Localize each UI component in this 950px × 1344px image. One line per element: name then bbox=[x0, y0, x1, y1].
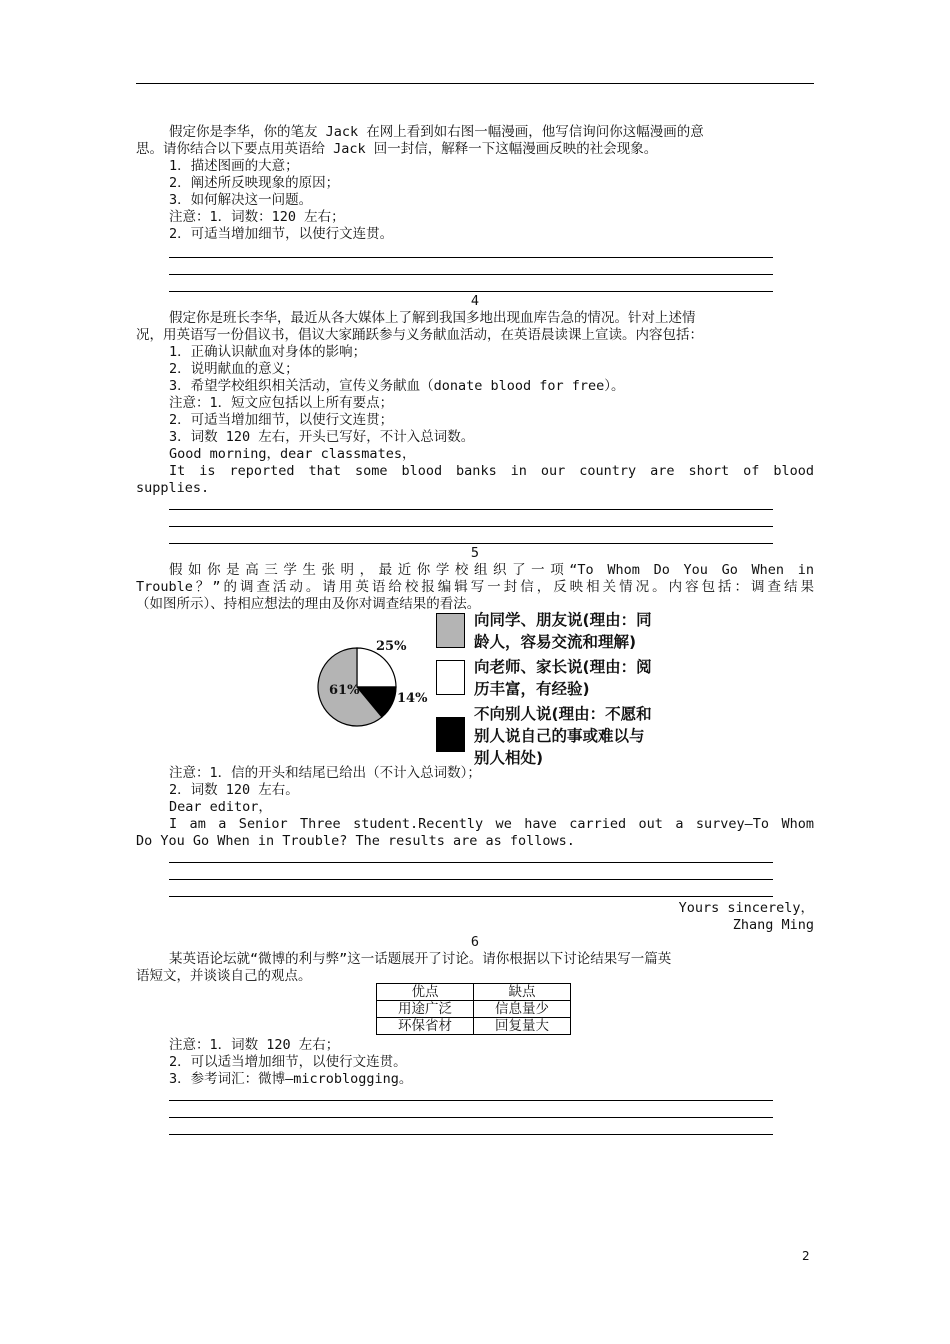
legend-line: 别人说自己的事或难以与 bbox=[474, 727, 645, 745]
legend-entry-nobody bbox=[474, 703, 684, 769]
answer-line bbox=[169, 543, 773, 544]
answer-line bbox=[169, 526, 773, 527]
page-number: 2 bbox=[802, 1249, 810, 1263]
q3-note-2: 2．可适当增加细节，以使行文连贯。 bbox=[169, 226, 394, 242]
answer-line bbox=[169, 291, 773, 292]
q5-closing: Yours sincerely， bbox=[678, 900, 814, 916]
legend-swatch-black bbox=[436, 717, 465, 752]
q6-note-2: 2．可以适当增加细节，以使行文连贯。 bbox=[169, 1054, 407, 1070]
legend-entry-friends bbox=[474, 609, 684, 653]
pie-label-61: 61% bbox=[329, 683, 360, 698]
table-header-row bbox=[377, 984, 571, 1001]
table-row bbox=[377, 1001, 571, 1018]
legend-swatch-gray bbox=[436, 613, 465, 648]
answer-line bbox=[169, 1134, 773, 1135]
answer-line bbox=[169, 274, 773, 275]
pie-label-25: 25% bbox=[376, 639, 407, 654]
q6-note-3: 3．参考词汇：微博—microblogging。 bbox=[169, 1071, 413, 1087]
answer-line bbox=[169, 257, 773, 258]
answer-line bbox=[169, 862, 773, 863]
q5-start-line2: Do You Go When in Trouble? The results are as follows. bbox=[136, 833, 575, 849]
q4-start-line1: It is reported that some blood banks in our country are short of blood bbox=[169, 463, 814, 479]
q4-note-3: 3．词数 120 左右，开头已写好，不计入总词数。 bbox=[169, 429, 475, 445]
q3-item-2: 2．阐述所反映现象的原因； bbox=[169, 175, 340, 191]
legend-line: 向同学、朋友说(理由：同 bbox=[474, 611, 652, 629]
table-cell: 信息量少 bbox=[474, 1001, 571, 1018]
q5-paragraph-line1: 假如你是高三学生张明，最近你学校组织了一项“To Whom Do You Go When in bbox=[169, 562, 814, 578]
legend-swatch-white bbox=[436, 660, 465, 695]
answer-line bbox=[169, 879, 773, 880]
pie-label-14: 14% bbox=[397, 691, 428, 706]
q3-item-3: 3．如何解决这一问题。 bbox=[169, 192, 313, 208]
legend-line: 向老师、家长说(理由：阅 bbox=[474, 658, 652, 676]
legend-line: 别人相处) bbox=[474, 749, 544, 767]
q5-note-2: 2．词数 120 左右。 bbox=[169, 782, 299, 798]
legend-entry-teachers bbox=[474, 656, 684, 700]
q4-item-1: 1．正确认识献血对身体的影响； bbox=[169, 344, 367, 360]
q4-note-1: 注意：1．短文应包括以上所有要点； bbox=[169, 395, 394, 411]
answer-line bbox=[169, 1100, 773, 1101]
q5-paragraph-line2: Trouble？”的调查活动。请用英语给校报编辑写一封信，反映相关情况。内容包括：调查结果 bbox=[136, 579, 814, 595]
table-cell: 环保省材 bbox=[377, 1018, 474, 1035]
table-row bbox=[377, 1018, 571, 1035]
q6-note-1: 注意：1．词数 120 左右； bbox=[169, 1037, 340, 1053]
q6-number: 6 bbox=[470, 934, 480, 950]
q3-note-1: 注意：1．词数：120 左右； bbox=[169, 209, 345, 225]
pros-cons-table bbox=[376, 983, 571, 1035]
q5-number: 5 bbox=[470, 545, 480, 561]
q3-paragraph-line1: 假定你是李华，你的笔友 Jack 在网上看到如右图一幅漫画，他写信询问你这幅漫画的意 bbox=[169, 124, 704, 140]
q4-item-3: 3．希望学校组织相关活动，宣传义务献血（donate blood for free）。 bbox=[169, 378, 625, 394]
q4-note-2: 2．可适当增加细节，以使行文连贯； bbox=[169, 412, 394, 428]
q5-salutation: Dear editor， bbox=[169, 799, 272, 815]
table-cell: 用途广泛 bbox=[377, 1001, 474, 1018]
q5-note-1: 注意：1．信的开头和结尾已给出（不计入总词数）； bbox=[169, 765, 481, 781]
q4-item-2: 2．说明献血的意义； bbox=[169, 361, 299, 377]
q4-greeting: Good morning，dear classmates， bbox=[169, 446, 416, 462]
q4-number: 4 bbox=[470, 293, 480, 309]
answer-line bbox=[169, 509, 773, 510]
q3-paragraph-line2: 思。请你结合以下要点用英语给 Jack 回一封信，解释一下这幅漫画反映的社会现象。 bbox=[136, 141, 658, 157]
table-header-cons: 缺点 bbox=[474, 984, 571, 1001]
answer-line bbox=[169, 896, 773, 897]
q5-start-line1: I am a Senior Three student.Recently we have carried out a survey—To Whom bbox=[169, 816, 814, 832]
q4-paragraph-line1: 假定你是班长李华，最近从各大媒体上了解到我国多地出现血库告急的情况。针对上述情 bbox=[169, 310, 696, 326]
q5-signature: Zhang Ming bbox=[732, 917, 814, 933]
table-cell: 回复量大 bbox=[474, 1018, 571, 1035]
table-header-pros: 优点 bbox=[377, 984, 474, 1001]
q6-paragraph-line2: 语短文，并谈谈自己的观点。 bbox=[136, 968, 312, 984]
header-rule bbox=[136, 83, 814, 84]
legend-line: 历丰富，有经验) bbox=[474, 680, 590, 698]
q4-start-line2: supplies. bbox=[136, 480, 210, 496]
q3-item-1: 1．描述图画的大意； bbox=[169, 158, 299, 174]
legend-line: 不向别人说(理由：不愿和 bbox=[474, 705, 652, 723]
legend-line: 龄人，容易交流和理解) bbox=[474, 633, 637, 651]
q5-paragraph-line3: （如图所示）、持相应想法的理由及你对调查结果的看法。 bbox=[136, 596, 481, 612]
q4-paragraph-line2: 况，用英语写一份倡议书，倡议大家踊跃参与义务献血活动，在英语晨读课上宣读。内容包括： bbox=[136, 327, 703, 343]
answer-line bbox=[169, 1117, 773, 1118]
q6-paragraph-line1: 某英语论坛就“微博的利与弊”这一话题展开了讨论。请你根据以下讨论结果写一篇英 bbox=[169, 951, 672, 967]
survey-pie-chart bbox=[300, 620, 440, 740]
